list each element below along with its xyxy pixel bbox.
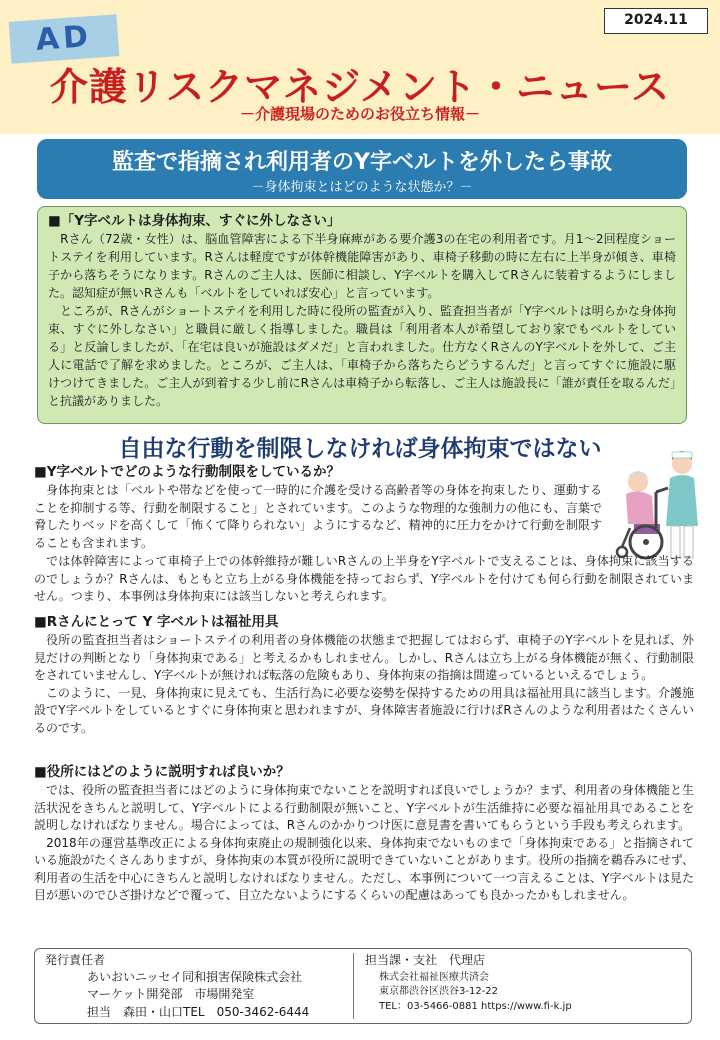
footer-box: [34, 948, 692, 1024]
incident-subtitle: －身体拘束とはどのような状態か？－: [251, 180, 473, 195]
ad-tag: AD: [9, 14, 120, 63]
case-box: [37, 206, 687, 424]
publisher-label: 発行責任者: [45, 953, 106, 967]
section-paragraph: 役所の監査担当者はショートステイの利用者の身体機能の状態まで把握してはおらず、車椅子のY字ベルトを見れば、外見だけの判断となり「身体拘束である」と考えるかもしれません。しかし、Rさんは立ち上がる身体機能が無く、行動制限をされていませんし、Y字ベルトが無ければ転落の危険もあり、身体拘束の指摘は間違っているといえるでしょう。: [34, 633, 694, 682]
newsletter-title: 介護リスクマネジメント・ニュース: [49, 65, 671, 109]
section-action-restriction: [34, 463, 602, 552]
agency-label: 担当課・支社 代理店: [365, 953, 486, 967]
case-paragraph: ところが、Rさんがショートステイを利用した時に役所の監査が入り、監査担当者が「Y字ベルトは明らかな身体拘束、すぐに外しなさい」と職員に厳しく指導しました。職員は「利用者本人が希望しており家でもベルトをしている」と反論しましたが、「在宅は良いが施設はダメだ」と言われました。仕方なくRさんのY字ベルトを外して、ご主人に電話で了解を求めました。ところが、ご主人は、「車椅子から落ちたらどうするんだ」と言ってすぐに施設に駆けつけてきました。ご主人が到着する少し前にRさんは車椅子から転落し、ご主人は施設長に「誰が責任を取るんだ」と抗議がありました。: [48, 304, 676, 408]
section-heading: ■Rさんにとって Y 字ベルトは福祉用具: [34, 614, 279, 630]
section-action-restriction-cont: [34, 553, 694, 606]
section-paragraph: 身体拘束とは「ベルトや帯などを使って一時的に介護を受ける高齢者等の身体を拘束したり、運動することを抑制する等、行動を制限すること」とされています。このような物理的な強制力の他にも、言葉で脅したりベッドを高くして「怖くて降りられない」ようにするなど、精神的に圧力をかけて行動を制限することも含まれます。: [34, 483, 602, 550]
publisher-company: あいおいニッセイ同和損害保険株式会社: [87, 970, 303, 984]
publisher-contact: 担当 森田・山口TEL 050-3462-6444: [87, 1005, 310, 1019]
main-heading: 自由な行動を制限しなければ身体拘束ではない: [118, 436, 602, 462]
agency-contact: TEL：03-5466-0881 https://www.fi-k.jp: [379, 1001, 572, 1012]
section-paragraph: このように、一見、身体拘束に見えても、生活行為に必要な姿勢を保持するための用具は福祉用具に該当します。介護施設でY字ベルトをしているとすぐに身体拘束と思われますが、身体障害者施設に行けばRさんのような利用者はたくさんいるのです。: [34, 685, 694, 735]
section-explanation: [34, 763, 694, 905]
newsletter-subtitle: －介護現場のためのお役立ち情報－: [239, 105, 480, 123]
section-heading: ■役所にはどのように説明すれば良いか？: [34, 764, 290, 780]
section-paragraph: では体幹障害によって車椅子上での体幹維持が難しいRさんの上半身をY字ベルトで支えることは、身体拘束に該当するのでしょうか？Rさんは、もともと立ち上がる身体機能を持っておらず、Y字ベルトを付けても何ら行動を制限されていません。つまり、本事例は身体拘束には該当しないと考えられます。: [34, 554, 694, 603]
agency-name: 株式会社福祉医療共済会: [379, 972, 489, 983]
footer-divider: [353, 953, 354, 1019]
section-welfare-equipment: [34, 613, 694, 737]
agency-address: 東京都渋谷区渋谷3-12-22: [379, 986, 499, 997]
section-heading: ■Y字ベルトでどのような行動制限をしているか？: [34, 464, 341, 480]
incident-banner: [37, 139, 687, 199]
incident-title: 監査で指摘され利用者のY字ベルトを外したら事故: [112, 150, 612, 175]
caregiver-wheelchair-icon: [608, 448, 708, 564]
case-paragraph: Rさん（72歳・女性）は、脳血管障害による下半身麻痺がある要介護3の在宅の利用者です。月1～2回程度ショートステイを利用しています。Rさんは軽度ですが体幹機能障害があり、車椅子移動の時に左右に上半身が傾き、車椅子から落ちそうになります。Rさんのご主人は、医師に相談し、Y字ベルトを購入してRさんに装着するようにしました。認知症が無いRさんも「ベルトをしていれば安心」と言っています。: [48, 232, 676, 300]
section-paragraph: では、役所の監査担当者にはどのように身体拘束でないことを説明すれば良いでしょうか？まず、利用者の身体機能と生活状況をきちんと説明して、Y字ベルトによる行動制限が無いこと、Y字ベルトが生活維持に必要な福祉用具であることを説明しなければなりません。場合によっては、Rさんのかかりつけ医に意見書を書いてもらうという手段も考えられます。: [34, 783, 694, 832]
section-paragraph: 2018年の運営基準改正による身体拘束廃止の規制強化以来、身体拘束でないものまで「身体拘束である」と指摘されている施設がたくさんありますが、身体拘束の本質が役所に説明できていないことがあります。役所の指摘を鵜呑みにせず、利用者の生活を中心にきちんと説明しなければなりません。ただし、本事例について一つ言えることは、Y字ベルトは見た目が悪いのでひざ掛けなどで覆って、目立たないようにするくらいの配慮はあっても良かったかもしれません。: [34, 835, 694, 902]
publisher-department: マーケット開発部 市場開発室: [87, 987, 255, 1001]
issue-date: 2024.11: [604, 8, 708, 34]
case-heading: ■「Y字ベルトは身体拘束、すぐに外しなさい」: [48, 213, 341, 229]
